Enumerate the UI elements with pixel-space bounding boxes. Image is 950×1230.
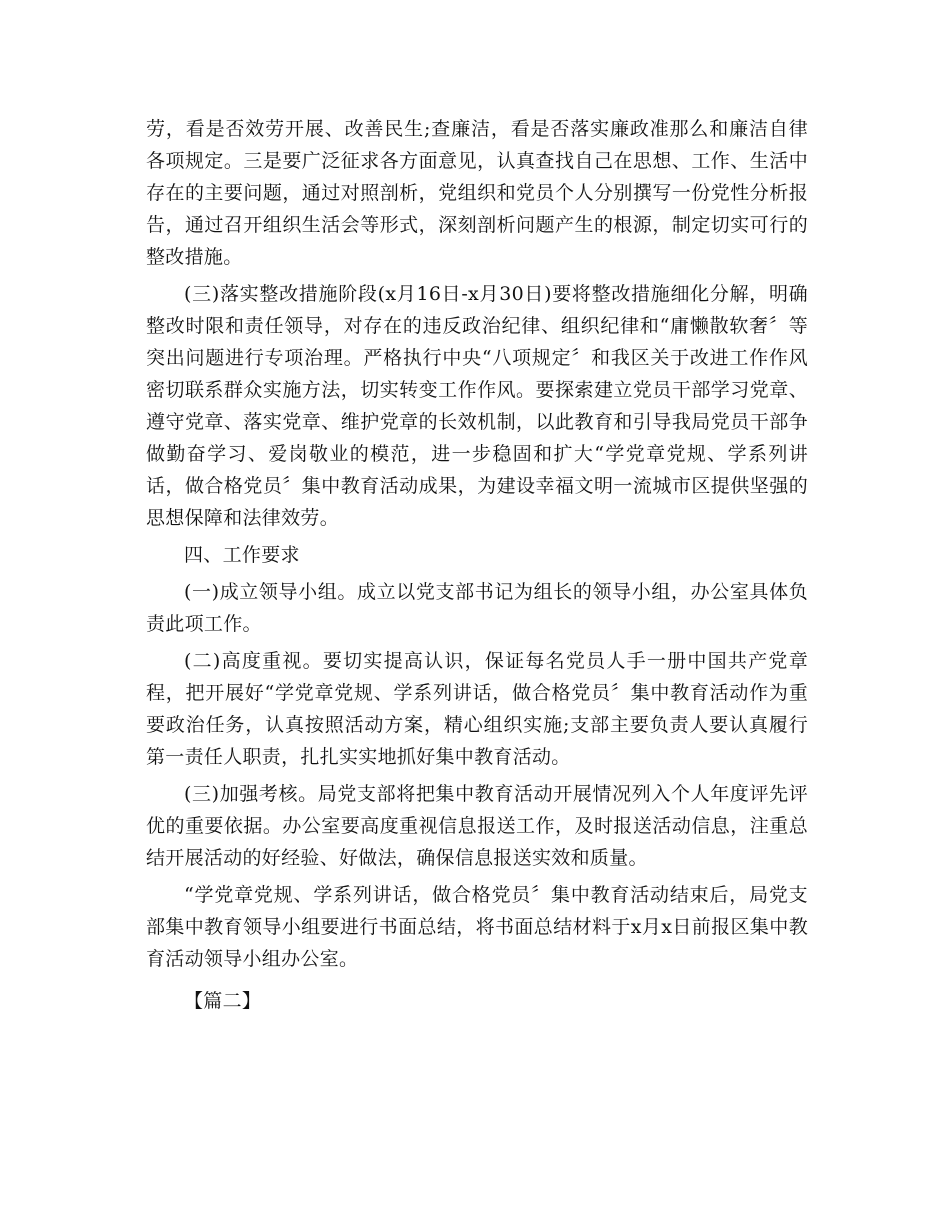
paragraph-continuation: 劳，看是否效劳开展、改善民生;查廉洁，看是否落实廉政准那么和廉洁自律各项规定。三是要广泛征求各方面意见，认真查找自己在思想、工作、生活中存在的主要问题，通过对照剖析，党组织和党员个人分别撰写一份党性分析报告，通过召开组织生活会等形式，深刻剖析问题产生的根源，制定切实可行的整改措施。 xyxy=(146,118,808,268)
paragraph-high-attention: (二)高度重视。要切实提高认识，保证每名党员人手一册中国共产党章程，把开展好“学党章党规、学系列讲话，做合格党员〞集中教育活动作为重要政治任务，认真按照活动方案，精心组织实施;支部主要负责人要认真履行第一责任人职责，扎扎实实地抓好集中教育活动。 xyxy=(146,650,808,768)
paragraph-summary: “学党章党规、学系列讲话，做合格党员〞集中教育活动结束后，局党支部集中教育领导小组要进行书面总结，将书面总结材料于x月x日前报区集中教育活动领导小组办公室。 xyxy=(146,884,808,970)
section-marker-part-two: 【篇二】 xyxy=(184,990,262,1012)
section-heading-work-requirements: 四、工作要求 xyxy=(184,544,300,566)
paragraph-leading-group: (一)成立领导小组。成立以党支部书记为组长的领导小组，办公室具体负责此项工作。 xyxy=(146,581,808,635)
paragraph-assessment: (三)加强考核。局党支部将把集中教育活动开展情况列入个人年度评先评优的重要依据。办公室要高度重视信息报送工作，及时报送活动信息，注重总结开展活动的好经验、好做法，确保信息报送实效和质量。 xyxy=(146,783,808,869)
paragraph-phase-three: (三)落实整改措施阶段(x月16日-x月30日)要将整改措施细化分解，明确整改时限和责任领导，对存在的违反政治纪律、组织纪律和“庸懒散软奢〞等突出问题进行专项治理。严格执行中央“八项规定〞和我区关于改进工作作风密切联系群众实施方法，切实转变工作作风。要探索建立党员干部学习党章、遵守党章、落实党章、维护党章的长效机制，以此教育和引导我局党员干部争做勤奋学习、爱岗敬业的模范，进一步稳固和扩大“学党章党规、学系列讲话，做合格党员〞集中教育活动成果，为建设幸福文明一流城市区提供坚强的思想保障和法律效劳。 xyxy=(146,283,808,529)
document-page xyxy=(146,113,808,1022)
